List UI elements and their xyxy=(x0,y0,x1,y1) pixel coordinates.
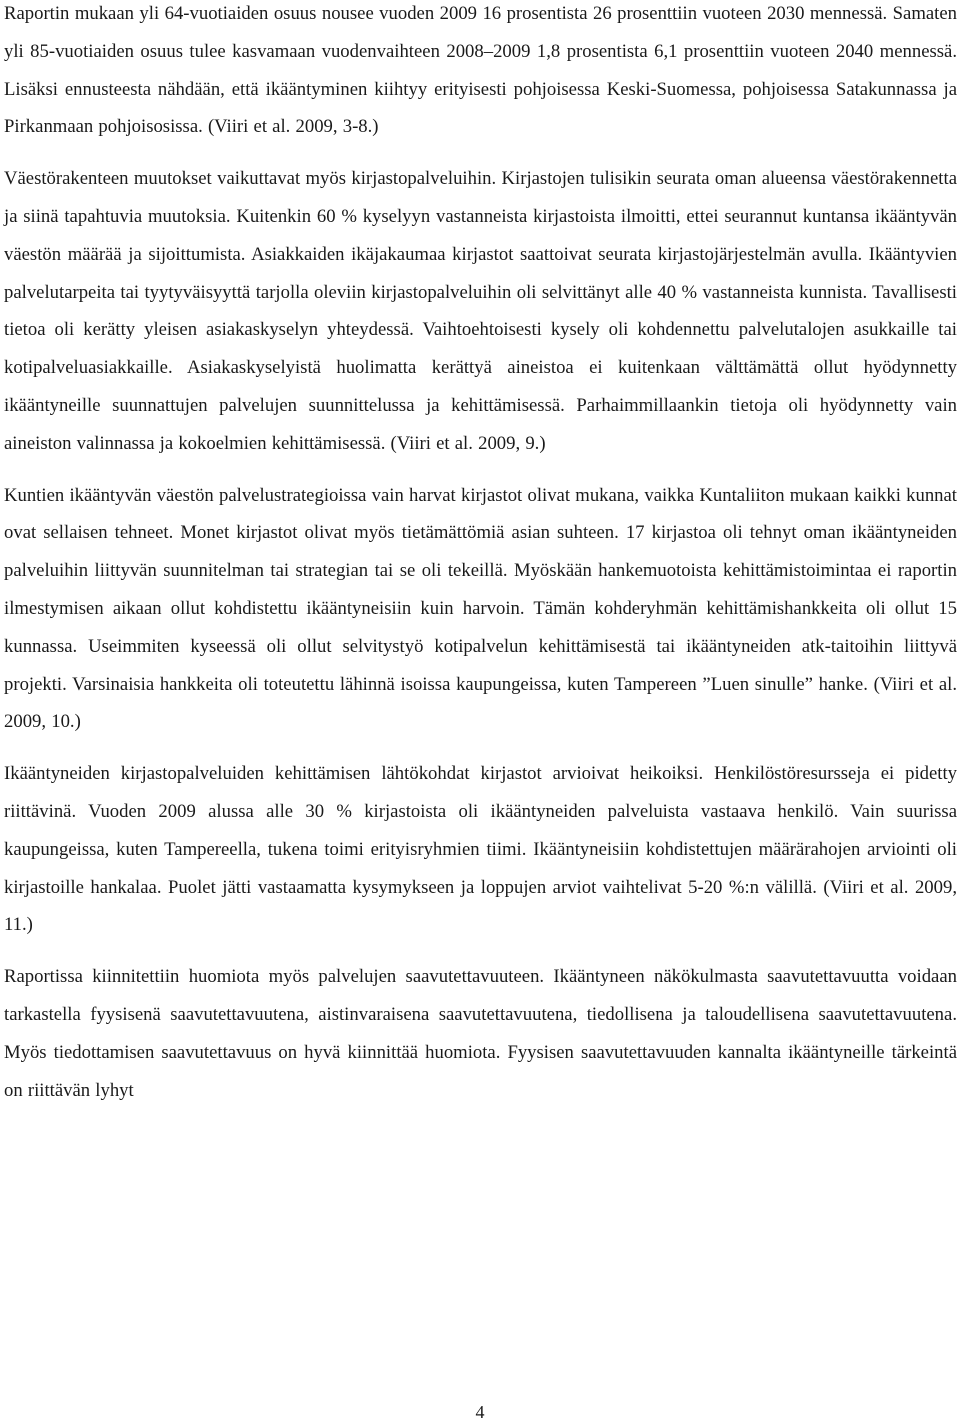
paragraph-development-starting-points: Ikääntyneiden kirjastopalveluiden kehittämisen lähtökohdat kirjastot arvioivat heikoiksi. Henkilöstöresursseja ei pidetty riittävinä. Vuoden 2009 alussa alle 30 % kirjastoista oli ikääntyneiden palveluista vastaava henkilö. Vain suurissa kaupungeissa, kuten Tampereella, tukena toimi erityisryhmien tiimi. Ikääntyneisiin kohdistettujen määrärahojen arviointi oli kirjastoille hankalaa. Puolet jätti vastaamatta kysymykseen ja loppujen arviot vaihtelivat 5-20 %:n välillä. (Viiri et al. 2009, 11.) xyxy=(4,763,957,936)
page-number: 4 xyxy=(475,1402,485,1422)
paragraph-population-forecast: Raportin mukaan yli 64-vuotiaiden osuus nousee vuoden 2009 16 prosentista 26 prosenttiin vuoteen 2030 mennessä. Samaten yli 85-vuotiaiden osuus tulee kasvamaan vuodenvaihteen 2008–2009 1,8 prosentista 6,1 prosenttiin vuoteen 2040 mennessä. Lisäksi ennusteesta nähdään, että ikääntyminen kiihtyy erityisesti pohjoisessa Keski-Suomessa, pohjoisessa Satakunnassa ja Pirkanmaan pohjoisosissa. (Viiri et al. 2009, 3-8.) xyxy=(4,3,957,138)
paragraph-accessibility: Raportissa kiinnitettiin huomiota myös palvelujen saavutettavuuteen. Ikääntyneen näkökulmasta saavutettavuutta voidaan tarkastella fyysisenä saavutettavuutena, aistinvaraisena saavutettavuutena, tiedollisena ja taloudellisena saavutettavuutena. Myös tiedottamisen saavutettavuus on hyvä kiinnittää huomiota. Fyysisen saavutettavuuden kannalta ikääntyneille tärkeintä on riittävän lyhyt xyxy=(4,966,957,1101)
paragraph-population-structure-changes: Väestörakenteen muutokset vaikuttavat myös kirjastopalveluihin. Kirjastojen tulisikin seurata oman alueensa väestörakennetta ja siinä tapahtuvia muutoksia. Kuitenkin 60 % kyselyyn vastanneista kirjastoista ilmoitti, ettei seurannut kuntansa ikääntyvän väestön määrää ja sijoittumista. Asiakkaiden ikäjakaumaa kirjastot saattoivat seurata kirjastojärjestelmän avulla. Ikääntyvien palvelutarpeita tai tyytyväisyyttä tarjolla oleviin kirjastopalveluihin oli selvittänyt alle 40 % vastanneista kunnista. Tavallisesti tietoa oli kerätty yleisen asiakaskyselyn yhteydessä. Vaihtoehtoisesti kysely oli kohdennettu palvelutalojen asukkaille tai kotipalveluasiakkaille. Asiakaskyselyistä huolimatta kerättyä aineistoa ei kuitenkaan välttämättä ollut hyödynnetty ikääntyneille suunnattujen palvelujen suunnittelussa ja kehittämisessä. Parhaimmillaankin tietoja oli hyödynnetty vain aineiston valinnassa ja kokoelmien kehittämisessä. (Viiri et al. 2009, 9.) xyxy=(4,168,957,454)
paragraph-service-strategies: Kuntien ikääntyvän väestön palvelustrategioissa vain harvat kirjastot olivat mukana, vaikka Kuntaliiton mukaan kaikki kunnat ovat sellaisen tehneet. Monet kirjastot olivat myös tietämättömiä asian suhteen. 17 kirjastoa oli tehnyt oman ikääntyneiden palveluihin liittyvän suunnitelman tai strategian tai se oli tekeillä. Myöskään hankemuotoista kehittämistoimintaa ei raportin ilmestymisen aikaan ollut kohdistettu ikääntyneisiin kuin harvoin. Tämän kohderyhmän kehittämishankkeita oli ollut 15 kunnassa. Useimmiten kyseessä oli ollut selvitystyö kotipalvelun kehittämisestä tai ikääntyneiden atk-taitoihin liittyvä projekti. Varsinaisia hankkeita oli toteutettu lähinnä isoissa kaupungeissa, kuten Tampereen ”Luen sinulle” hanke. (Viiri et al. 2009, 10.) xyxy=(4,484,957,733)
document-page xyxy=(4,0,957,1123)
